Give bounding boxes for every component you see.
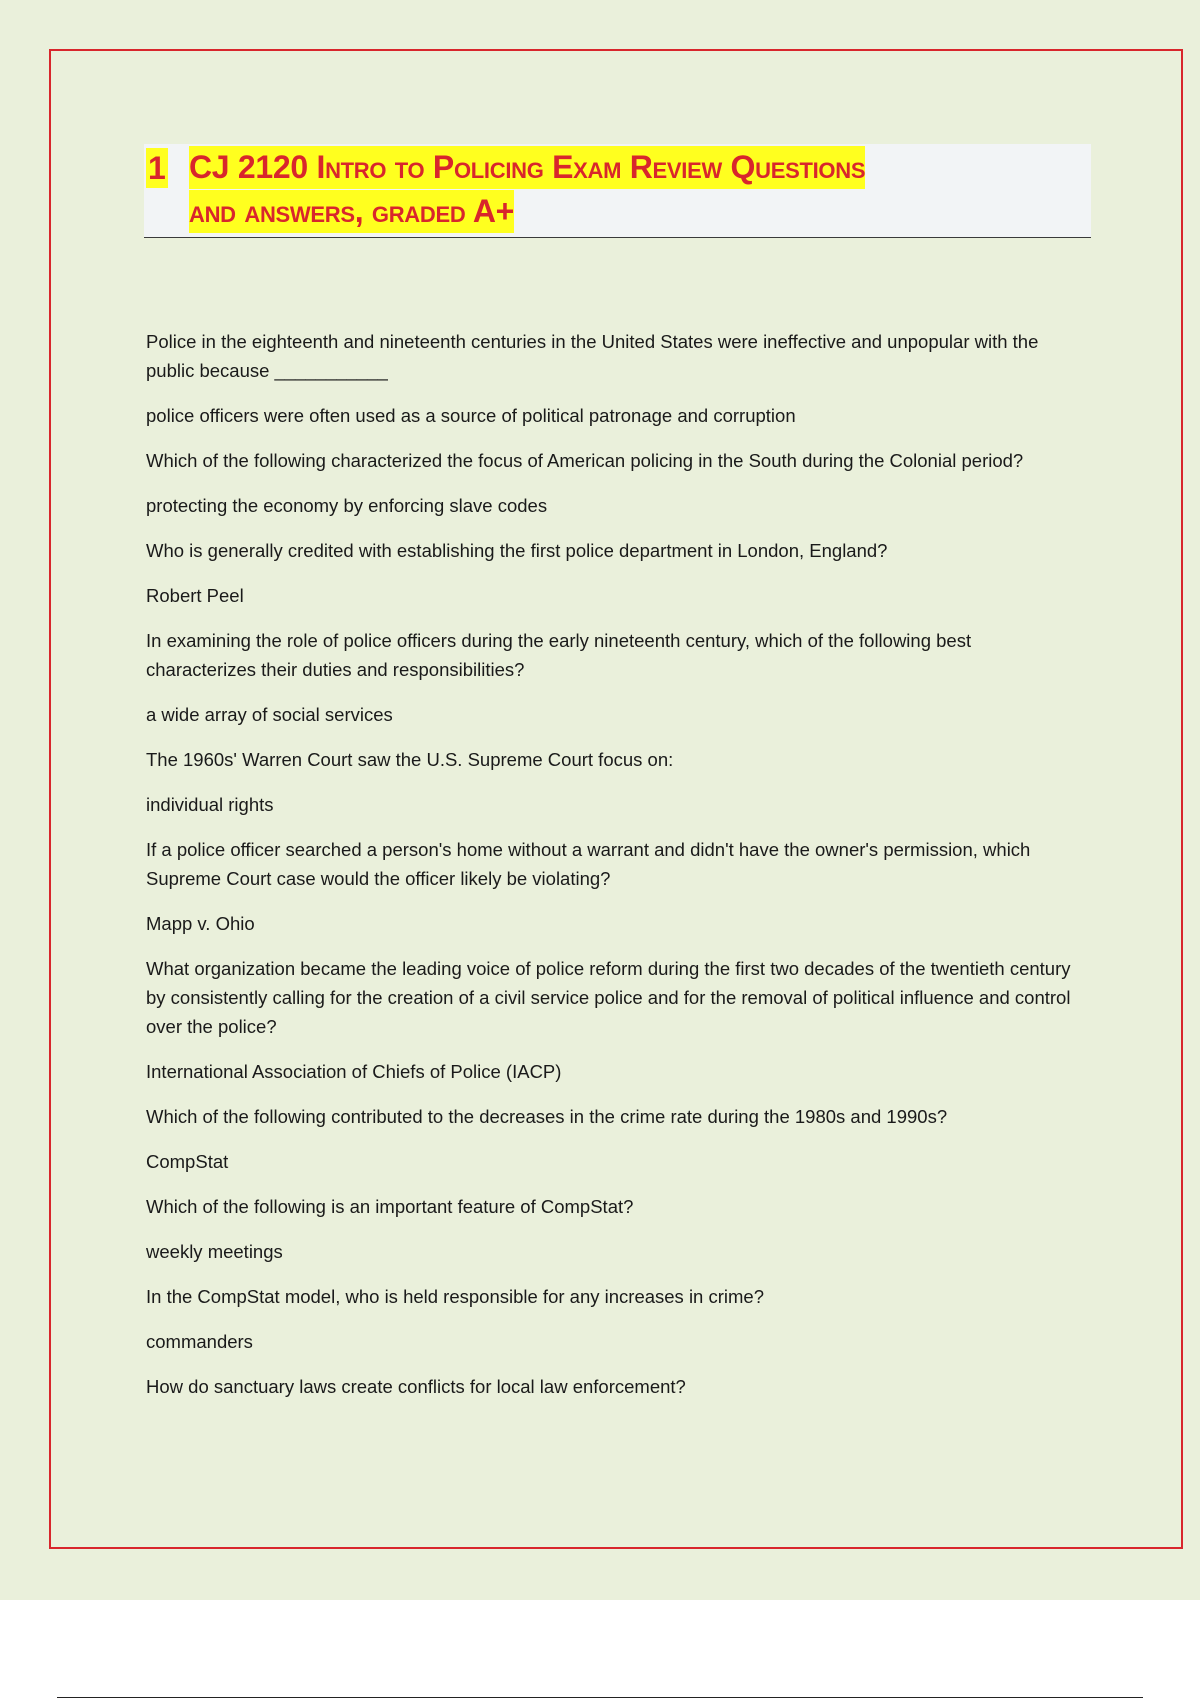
answer-5: individual rights: [146, 794, 274, 815]
question-5: The 1960s' Warren Court saw the U.S. Supreme Court focus on:: [146, 749, 674, 770]
answer-4: a wide array of social services: [146, 704, 393, 725]
answer-6: Mapp v. Ohio: [146, 913, 255, 934]
answer-3: Robert Peel: [146, 585, 244, 606]
answer-9: weekly meetings: [146, 1241, 283, 1262]
question-9: Which of the following is an important feature of CompStat?: [146, 1196, 634, 1217]
heading-title-line-2: and answers, graded A+: [189, 190, 514, 233]
heading-number: 1: [148, 150, 166, 186]
question-6: If a police officer searched a person's home without a warrant and didn't have the owner's permission, which Supreme Court case would the officer likely be violating?: [146, 839, 1031, 889]
answer-1: police officers were often used as a source of political patronage and corruption: [146, 405, 796, 426]
qa-list: [146, 327, 1086, 1417]
question-4: In examining the role of police officers during the early nineteenth century, which of the following best characterizes their duties and responsibilities?: [146, 630, 972, 680]
footer-rule: [57, 1697, 1143, 1698]
question-7: What organization became the leading voice of police reform during the first two decades of the twentieth century by consistently calling for the creation of a civil service police and for the removal of political influence and control over the police?: [146, 958, 1071, 1037]
question-1: Police in the eighteenth and nineteenth centuries in the United States were ineffective and unpopular with the public because ___________: [146, 331, 1039, 381]
question-11: How do sanctuary laws create conflicts for local law enforcement?: [146, 1376, 686, 1397]
question-3: Who is generally credited with establishing the first police department in London, England?: [146, 540, 888, 561]
answer-8: CompStat: [146, 1151, 229, 1172]
question-8: Which of the following contributed to the decreases in the crime rate during the 1980s and 1990s?: [146, 1106, 948, 1127]
heading-title: [189, 146, 1069, 234]
question-2: Which of the following characterized the focus of American policing in the South during the Colonial period?: [146, 450, 1024, 471]
answer-2: protecting the economy by enforcing slave codes: [146, 495, 548, 516]
document-heading: [144, 144, 1091, 238]
answer-10: commanders: [146, 1331, 253, 1352]
heading-title-line-1: CJ 2120 Intro to Policing Exam Review Questions: [189, 146, 865, 189]
question-10: In the CompStat model, who is held responsible for any increases in crime?: [146, 1286, 764, 1307]
answer-7: International Association of Chiefs of Police (IACP): [146, 1061, 562, 1082]
